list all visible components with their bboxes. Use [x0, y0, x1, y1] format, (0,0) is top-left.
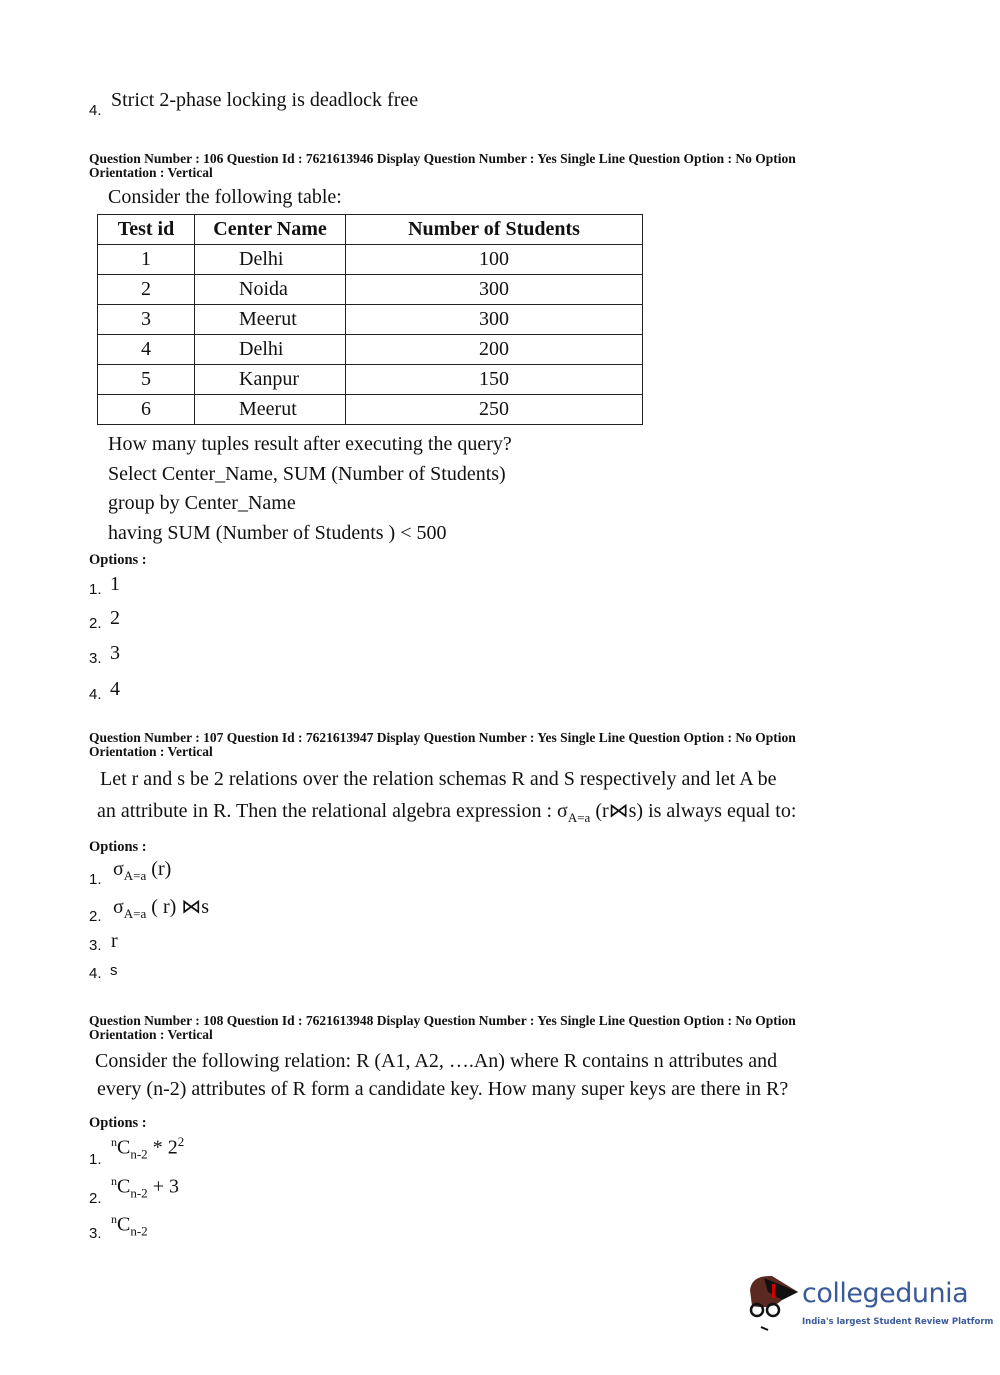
option-text: 3 [110, 642, 120, 664]
table-row [98, 245, 643, 275]
question-text: every (n-2) attributes of R form a candidate key. How many super keys are there in R? [97, 1078, 789, 1100]
table-cell: 300 [346, 275, 643, 305]
options-label: Options : [89, 552, 147, 568]
students-table: Test id Center Name Number of Students 1 Delhi 100 2 Noida 300 3 Meerut 300 4 Delhi 200 5 Kanpur 150 6 Meerut 250 [97, 214, 643, 425]
option-number: 4. [89, 102, 102, 119]
table-cell: 1 [98, 245, 195, 275]
option-text: Strict 2-phase locking is deadlock free [111, 89, 419, 111]
option-number: 3. [89, 650, 102, 667]
question-text: Let r and s be 2 relations over the relation schemas R and S respectively and let A be [100, 768, 777, 790]
question-meta: Question Number : 108 Question Id : 7621613948 Display Question Number : Yes Single Line Question Option : No Option Orientation : Vertical [89, 1013, 796, 1042]
option-text: $\sigma_{A=a}$ (r) [113, 858, 172, 883]
table-cell: Kanpur [195, 365, 346, 395]
option-text: s [110, 962, 118, 979]
option-number: 1. [89, 581, 102, 598]
table-row [98, 335, 643, 365]
table-cell: Delhi [195, 335, 346, 365]
logo-wordmark: collegedunia [802, 1278, 969, 1309]
option-text: $^nC_{n-2}$ [111, 1212, 148, 1239]
table-cell: 300 [346, 305, 643, 335]
table-cell: Delhi [195, 245, 346, 275]
option-number: 3. [89, 937, 102, 954]
option-number: 1. [89, 1151, 102, 1168]
table-cell: 200 [346, 335, 643, 365]
table-cell: Meerut [195, 305, 346, 335]
option-number: 1. [89, 871, 102, 888]
table-cell: Noida [195, 275, 346, 305]
options-label: Options : [89, 839, 147, 855]
option-number: 2. [89, 1190, 102, 1207]
table-row [98, 275, 643, 305]
option-text: 2 [110, 607, 120, 629]
table-cell: 150 [346, 365, 643, 395]
table-cell: 5 [98, 365, 195, 395]
option-number: 2. [89, 615, 102, 632]
option-text: r [111, 930, 118, 952]
question-text: Consider the following relation: R (A1, A2, ….An) where R contains n attributes and [95, 1050, 778, 1072]
table-cell: Meerut [195, 395, 346, 425]
option-text: $\sigma_{A=a}$ ( r) ⋈s [113, 896, 210, 921]
mascot-icon [742, 1270, 802, 1340]
table-cell: 2 [98, 275, 195, 305]
question-intro: Consider the following table: [108, 186, 342, 208]
logo-tagline: India's largest Student Review Platform [802, 1317, 994, 1327]
option-number: 4. [89, 686, 102, 703]
collegedunia-logo [742, 1270, 994, 1340]
table-cell: 250 [346, 395, 643, 425]
table-cell: 4 [98, 335, 195, 365]
option-text: $^nC_{n-2} + 3$ [111, 1174, 179, 1201]
options-label: Options : [89, 1115, 147, 1131]
table-row [98, 365, 643, 395]
question-meta: Question Number : 106 Question Id : 7621613946 Display Question Number : Yes Single Line Question Option : No Option Orientation : Vertical [89, 151, 796, 180]
option-number: 3. [89, 1225, 102, 1242]
option-text: 1 [110, 573, 120, 595]
question-meta: Question Number : 107 Question Id : 7621613947 Display Question Number : Yes Single Line Question Option : No Option Orientation : Vertical [89, 730, 796, 759]
table-cell: 100 [346, 245, 643, 275]
table-row [98, 305, 643, 335]
option-text: $^nC_{n-2} * 2^2$ [111, 1134, 185, 1162]
option-number: 2. [89, 908, 102, 925]
table-row [98, 395, 643, 425]
question-text: an attribute in R. Then the relational algebra expression : $\sigma_{A=a}$ (r⋈s) is always equal to: [97, 800, 797, 825]
table-cell: 3 [98, 305, 195, 335]
option-text: 4 [110, 678, 120, 700]
question-text: How many tuples result after executing the query? Select Center_Name, SUM (Number of Students) group by Center_Name having SUM (Number of Students ) < 500 [108, 433, 512, 544]
table-cell: 6 [98, 395, 195, 425]
option-number: 4. [89, 965, 102, 982]
